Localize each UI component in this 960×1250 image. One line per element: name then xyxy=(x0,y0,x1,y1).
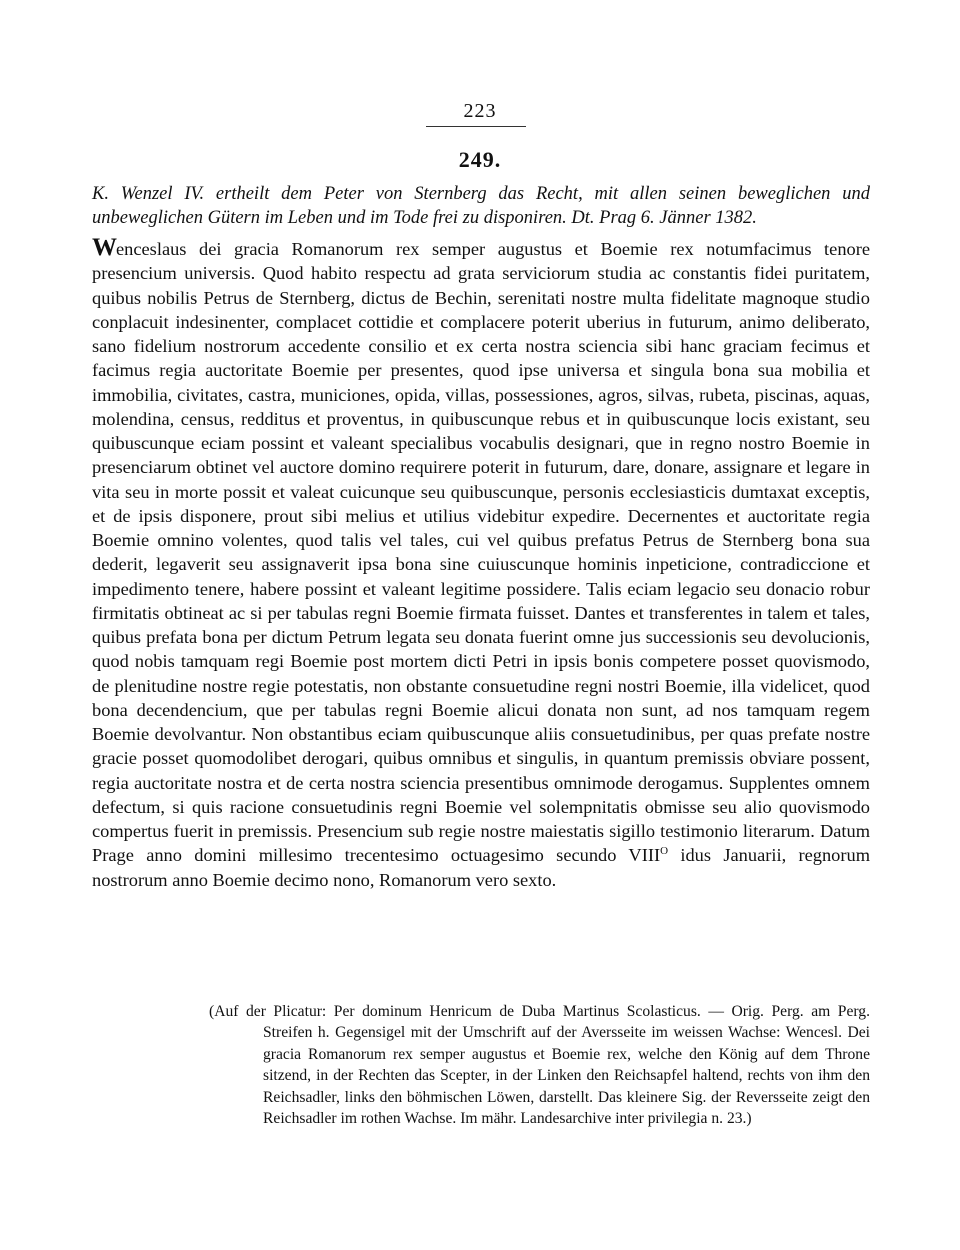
initial-letter: W xyxy=(92,234,116,261)
note-wrapper xyxy=(209,1001,870,1129)
charter-text-main: enceslaus dei gracia Romanorum rex semper augustus et Boemie rex notumfacimus tenore presencium universis. Quod habito respectu ad grata serviciorum studia ac constantis fidei puritatem, quibus nobilis Petrus de Sternberg, dictus de Bechin, serenitati nostre multa fidelitate magnoque studio conplacuit indesinenter, complacet cottidie et complacere poterit uberius in futurum, animo deliberato, sano fidelium nostrorum accedente consilio et ex certa nostra sciencia sibi hanc graciam fecimus et facimus regia auctoritate Boemie per presentes, quod ipse universa et singula bona sua mobilia et immobilia, civitates, castra, municiones, opida, villas, possessiones, agros, silvas, rubeta, piscinas, aquas, molendina, census, redditus et proventus, in quibuscunque rebus et in quibuscunque locis existant, seu quibuscunque eciam possint et valeant specialibus vocabulis designari, que in regno nostro Boemie in presenciarum obtinet vel auctore domino requirere poterit in futurum, dare, donare, assignare et legare in vita seu in morte possit et valeat cuicunque seu quibuscunque, personis ecclesiasticis dumtaxat exceptis, et de ipsis disponere, prout sibi melius et utilius videbitur expedire. Decernentes et auctoritate regia Boemie omnino volentes, quod talis vel tales, cui vel quibus prefatus Petrus de Sternberg bona sua dederit, legaverit seu assignaverit ipsa bona sine cuiuscunque hominis inpeticione, contradiccione et impedimento tenere, habere possint et valeant legitime possidere. Talis eciam legacio seu donacio robur firmitatis obtineat ac si per tabulas regni Boemie firmata fuisset. Dantes et transferentes in talem et tales, quibus prefata bona per dictum Petrum legata seu donata fuerint omne jus successionis seu devolucionis, quod nobis tamquam regi Boemie post mortem dicti Petri in ipsis bonis competere posset quovismodo, de plenitudine nostre regie potestatis, non obstante consuetudine regni nostri Boemie, illa videlicet, quod bona decendencium, que per tabulas regni Boemie alicui donata non sunt, ad nos tamquam regem Boemie devolvantur. Non obstantibus eciam quibuscunque aliis consuetudinibus, per quas prefate nostre gracie posset quomodolibet derogari, quibus omnibus et singulis, in quantum premissis obviare possent, regia auctoritate nostra et de certa nostra sciencia presentibus omnimode derogamus. Supplentes omnem defectum, si quis racione consuetudinis regni Boemie vel solempnitatis obmisse seu alio quovismodo compertus fuerit in premissis. Presencium sub regie nostre maiestatis sigillo testimonio literarum. Datum Prage anno domini millesimo trecentesimo octuagesimo secundo VIII xyxy=(92,239,870,866)
charter-text xyxy=(92,235,870,892)
superscript: O xyxy=(660,845,669,858)
charter-text-end: idus Januarii, regnorum nostrorum anno Boemie decimo nono, Romanorum vero sexto. xyxy=(92,845,871,890)
document-number: 249. xyxy=(458,147,502,172)
page-number: 223 xyxy=(463,100,497,122)
regest-summary: K. Wenzel IV. ertheilt dem Peter von Sternberg das Recht, mit allen seinen beweglichen und unbeweglichen Gütern im Leben und im Tode frei zu disponiren. Dt. Prag 6. Jänner 1382. xyxy=(92,184,870,228)
editorial-note xyxy=(209,1001,870,1129)
note-text: (Auf der Plicatur: Per dominum Henricum de Duba Martinus Scolasticus. — Orig. Perg. am Perg. Streifen h. Gegensigel mit der Umschrift auf der Aversseite im weissen Wachse: Wencesl. Dei gracia Romanorum rex semper augustus et Boemie rex, welche den König auf dem Throne sitzend, in der Rechten das Scepter, in der Linken den Reichsapfel haltend, rechts von ihm den Reichsadler, links den böhmischen Löwen, darstellt. Das kleinere Sig. der Reversseite zeigt den Reichsadler im rothen Wachse. Im mähr. Landesarchive inter privilegia n. 23.) xyxy=(209,1003,870,1128)
header-rule xyxy=(426,126,526,127)
